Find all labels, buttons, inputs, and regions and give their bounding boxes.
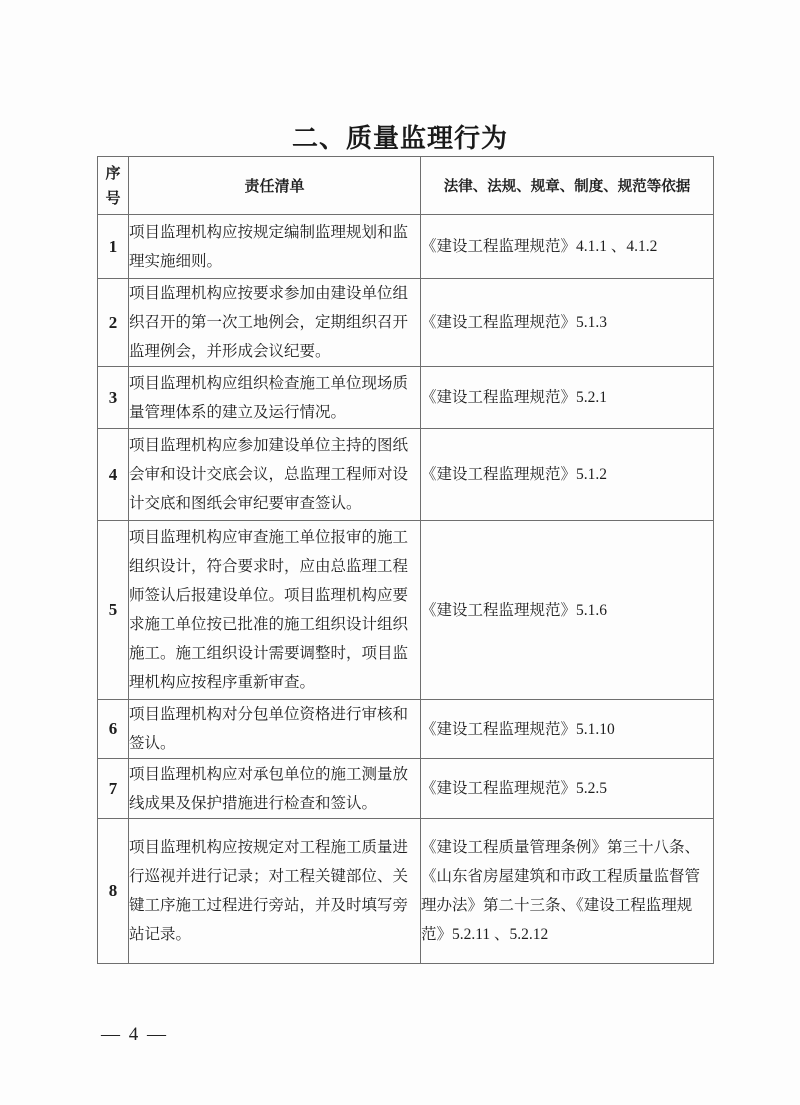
row-legal-basis: 《建设工程监理规范》5.1.10 — [421, 700, 714, 759]
table-row — [98, 215, 714, 279]
row-responsibility: 项目监理机构应组织检查施工单位现场质量管理体系的建立及运行情况。 — [129, 367, 421, 429]
header-serial-number — [98, 157, 129, 215]
row-legal-basis: 《建设工程监理规范》4.1.1 、4.1.2 — [421, 215, 714, 279]
table-row — [98, 367, 714, 429]
row-responsibility: 项目监理机构应按要求参加由建设单位组织召开的第一次工地例会，定期组织召开监理例会，并形成会议纪要。 — [129, 279, 421, 367]
table-row — [98, 279, 714, 367]
row-responsibility: 项目监理机构应按规定编制监理规划和监理实施细则。 — [129, 215, 421, 279]
header-responsibility-list: 责任清单 — [129, 157, 421, 215]
section-title: 二、质量监理行为 — [291, 124, 508, 154]
row-responsibility: 项目监理机构对分包单位资格进行审核和签认。 — [129, 700, 421, 759]
page-number: — 4 — — [101, 1024, 168, 1045]
row-number: 1 — [98, 215, 129, 279]
table-row — [98, 700, 714, 759]
row-legal-basis: 《建设工程监理规范》5.1.6 — [421, 521, 714, 700]
row-responsibility: 项目监理机构应按规定对工程施工质量进行巡视并进行记录；对工程关键部位、关键工序施工过程进行旁站，并及时填写旁站记录。 — [129, 819, 421, 964]
row-number: 4 — [98, 429, 129, 521]
table-header-row — [98, 157, 714, 215]
row-legal-basis: 《建设工程监理规范》5.1.3 — [421, 279, 714, 367]
header-legal-basis: 法律、法规、规章、制度、规范等依据 — [421, 157, 714, 215]
table-row — [98, 759, 714, 819]
table-row — [98, 429, 714, 521]
row-responsibility: 项目监理机构应参加建设单位主持的图纸会审和设计交底会议，总监理工程师对设计交底和图纸会审纪要审查签认。 — [129, 429, 421, 521]
table-row — [98, 819, 714, 964]
row-number: 2 — [98, 279, 129, 367]
row-legal-basis: 《建设工程监理规范》5.1.2 — [421, 429, 714, 521]
row-legal-basis: 《建设工程质量管理条例》第三十八条、《山东省房屋建筑和市政工程质量监督管理办法》第二十三条、《建设工程监理规范》5.2.11 、5.2.12 — [421, 819, 714, 964]
row-legal-basis: 《建设工程监理规范》5.2.1 — [421, 367, 714, 429]
row-number: 5 — [98, 521, 129, 700]
row-legal-basis: 《建设工程监理规范》5.2.5 — [421, 759, 714, 819]
row-number: 6 — [98, 700, 129, 759]
row-responsibility: 项目监理机构应对承包单位的施工测量放线成果及保护措施进行检查和签认。 — [129, 759, 421, 819]
table-row — [98, 521, 714, 700]
responsibility-table — [97, 156, 714, 964]
row-number: 8 — [98, 819, 129, 964]
row-number: 7 — [98, 759, 129, 819]
row-responsibility: 项目监理机构应审查施工单位报审的施工组织设计，符合要求时，应由总监理工程师签认后报建设单位。项目监理机构应要求施工单位按已批准的施工组织设计组织施工。施工组织设计需要调整时，项目监理机构应按程序重新审查。 — [129, 521, 421, 700]
row-number: 3 — [98, 367, 129, 429]
header-serial-number-line2: 号 — [105, 188, 121, 207]
header-serial-number-line1: 序 — [105, 163, 121, 182]
